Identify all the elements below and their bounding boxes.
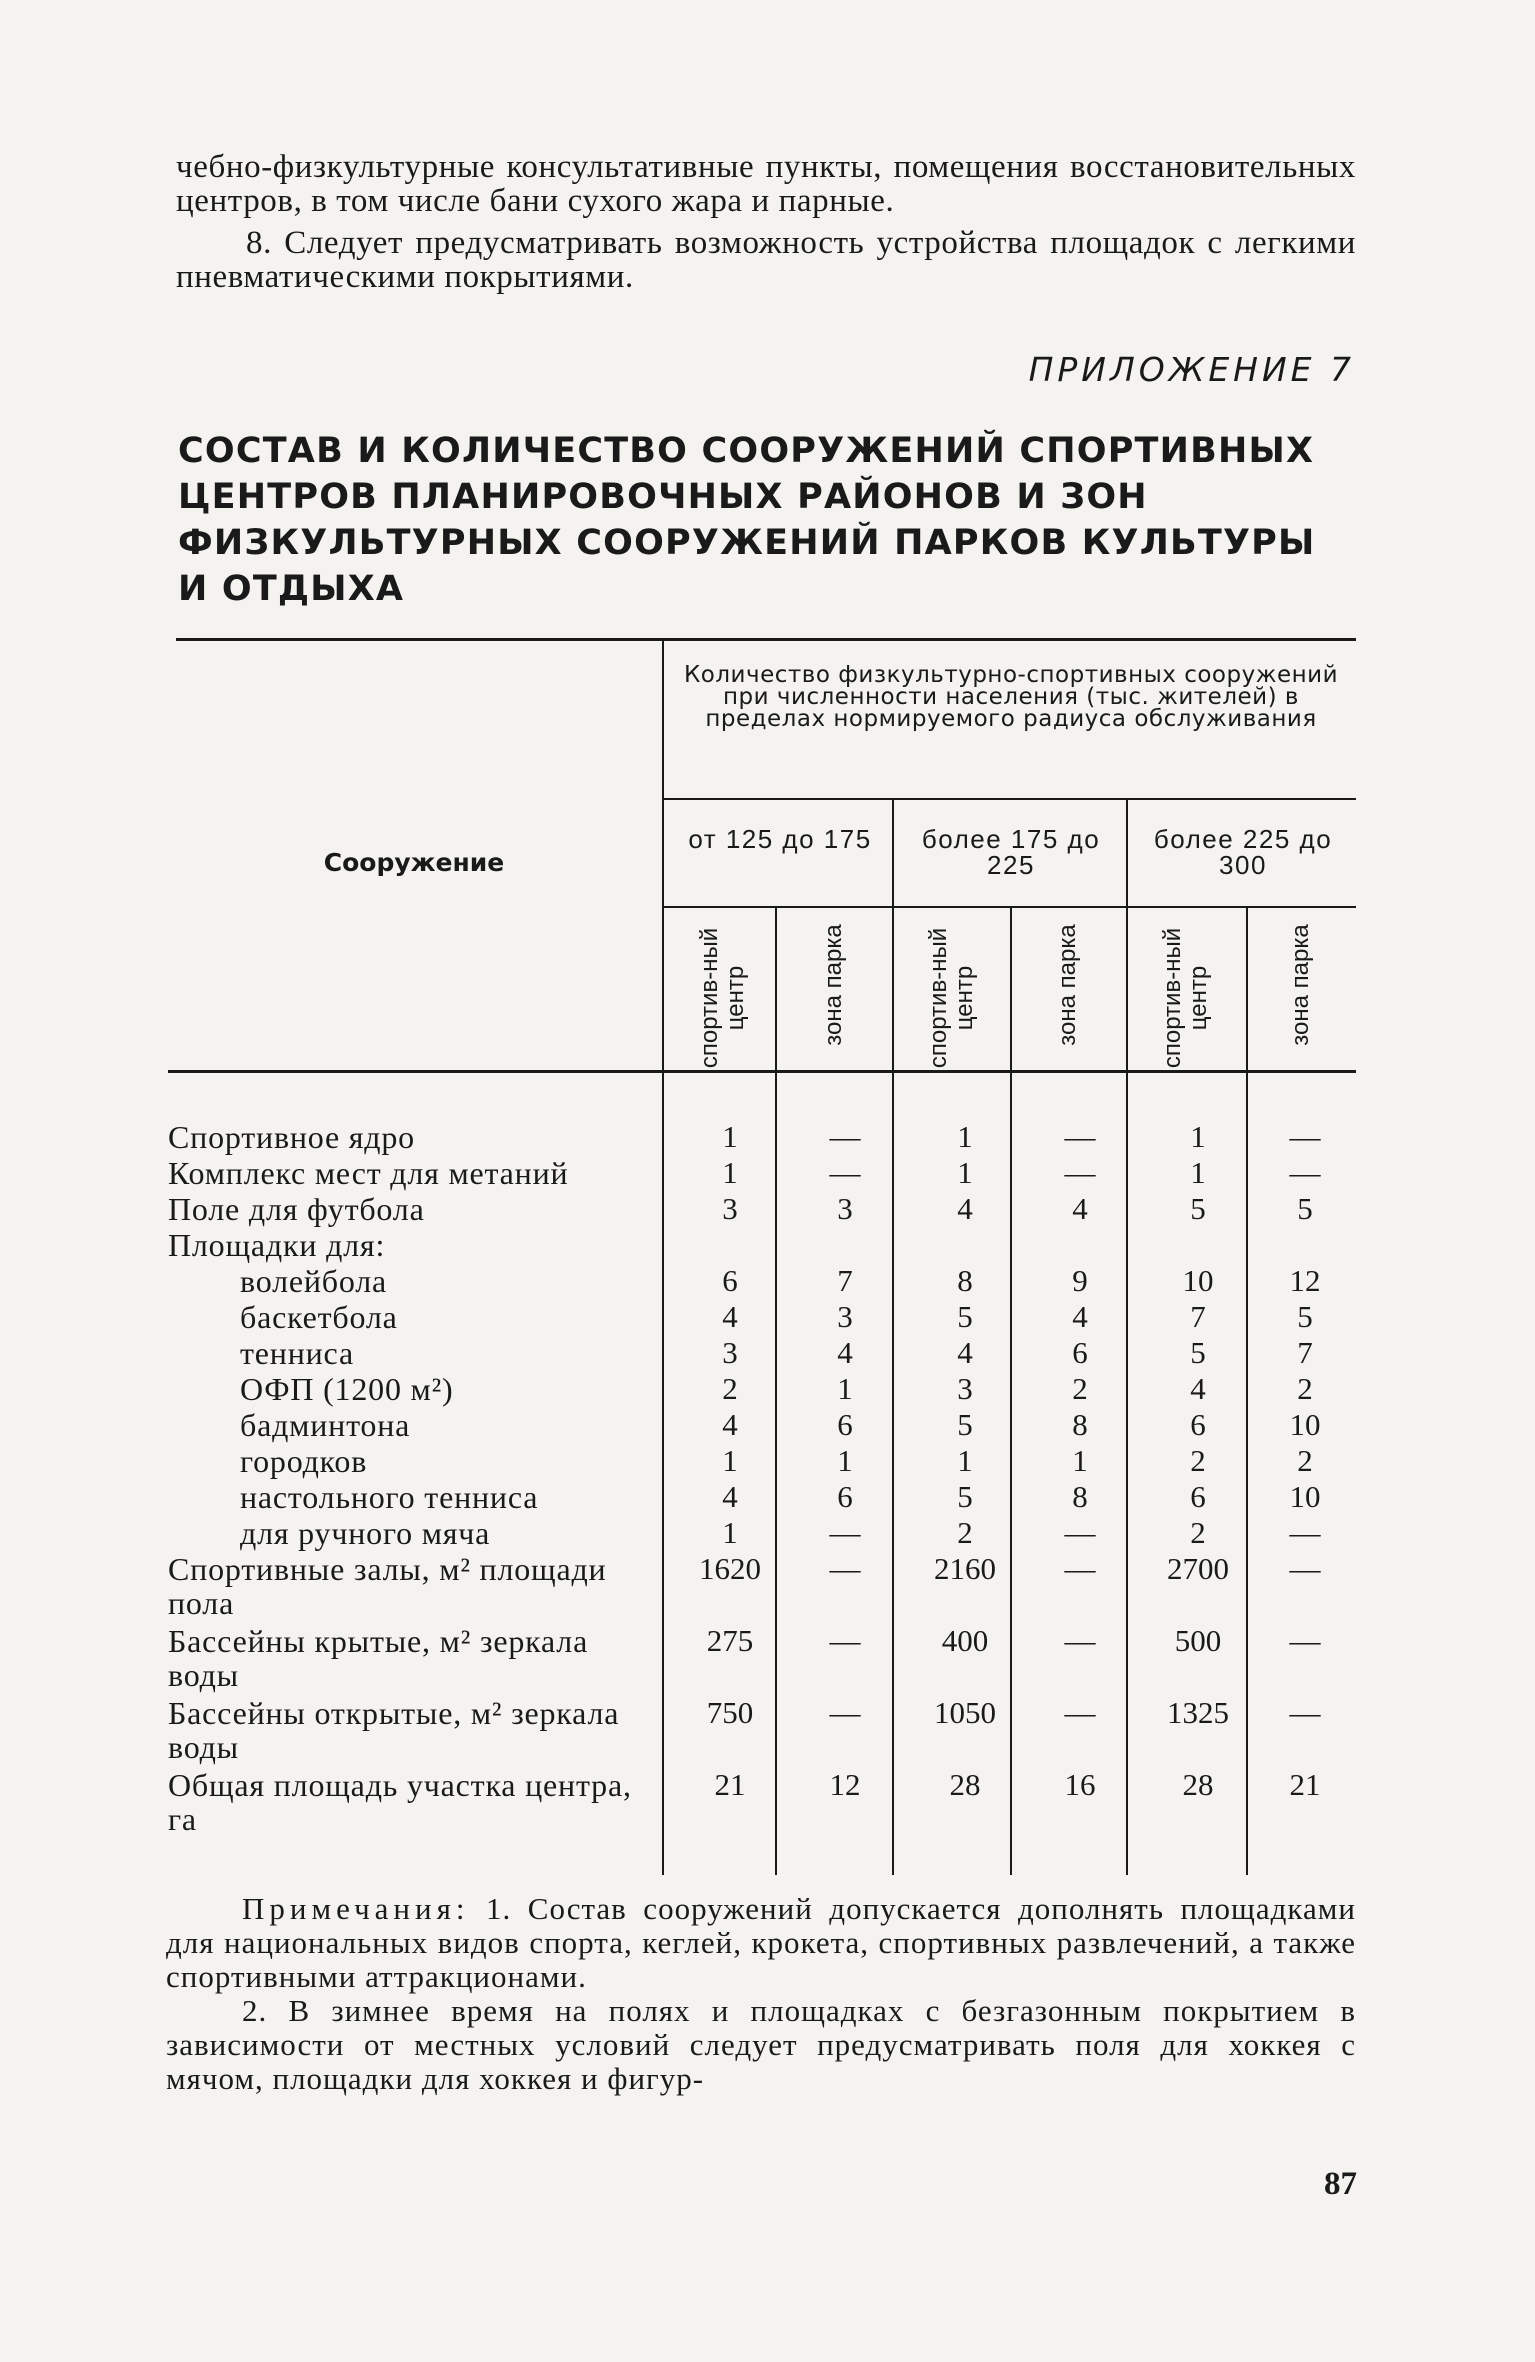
notes bbox=[166, 1892, 1356, 2096]
table-cell: 1620 bbox=[699, 1551, 761, 1586]
table-top-rule bbox=[176, 638, 1356, 641]
range-header-2: более 175 до 225 bbox=[921, 824, 1101, 880]
table-cell: 4 bbox=[1072, 1191, 1088, 1226]
table-cell: 3 bbox=[837, 1191, 853, 1226]
row-label: Комплекс мест для метаний bbox=[168, 1155, 569, 1191]
row-label: тенниса bbox=[240, 1335, 354, 1371]
table-cell: 1 bbox=[722, 1515, 738, 1550]
table-cell: — bbox=[829, 1119, 861, 1154]
table-cell: 1 bbox=[1072, 1443, 1088, 1478]
table-cell: 750 bbox=[706, 1695, 754, 1730]
table-cell: 4 bbox=[957, 1335, 973, 1370]
table-cell: 6 bbox=[1072, 1335, 1088, 1370]
table-cell: 16 bbox=[1064, 1767, 1096, 1802]
row-label: Спортивные залы, м² площади пола bbox=[168, 1551, 607, 1621]
table-cell: 4 bbox=[1190, 1371, 1206, 1406]
row-label: бадминтона bbox=[240, 1407, 411, 1443]
table-cell: 5 bbox=[957, 1407, 973, 1442]
row-label: Общая площадь участка центра, га bbox=[168, 1767, 632, 1837]
range-header-1: от 125 до 175 bbox=[688, 824, 872, 854]
page-number: 87 bbox=[1324, 2166, 1357, 2202]
table-cell: 10 bbox=[1289, 1479, 1321, 1514]
row-label: баскетбола bbox=[240, 1299, 398, 1335]
table-cell: 12 bbox=[1289, 1263, 1321, 1298]
intro-paragraph: чебно-физкультурные консультативные пункты, помещения восстановительных центров, в том числе бани сухого жара и парные. bbox=[176, 149, 1356, 219]
table-cell: — bbox=[1064, 1695, 1096, 1730]
row-label: Поле для футбола bbox=[168, 1191, 425, 1227]
table-cell: 6 bbox=[837, 1479, 853, 1514]
table-cell: — bbox=[1289, 1155, 1321, 1190]
table-cell: 4 bbox=[722, 1407, 738, 1442]
table-cell: — bbox=[829, 1695, 861, 1730]
table-cell: 2700 bbox=[1167, 1551, 1229, 1586]
table-cell: 2 bbox=[722, 1371, 738, 1406]
sub-header-center-1: спортив-ный центр bbox=[696, 927, 749, 1069]
row-label: волейбола bbox=[240, 1263, 387, 1299]
table-cell: 400 bbox=[941, 1623, 989, 1658]
appendix-label: ПРИЛОЖЕНИЕ 7 bbox=[1028, 350, 1355, 389]
table-cell: 1 bbox=[722, 1443, 738, 1478]
table-cell: 5 bbox=[1297, 1299, 1313, 1334]
table-cell: 4 bbox=[957, 1191, 973, 1226]
table-cell: 2 bbox=[1190, 1443, 1206, 1478]
table-cell: — bbox=[1064, 1623, 1096, 1658]
table-cell: 28 bbox=[1182, 1767, 1214, 1802]
table-cell: 1 bbox=[1190, 1155, 1206, 1190]
table-cell: 21 bbox=[1289, 1767, 1321, 1802]
table-cell: 2 bbox=[1297, 1371, 1313, 1406]
table-cell: 28 bbox=[949, 1767, 981, 1802]
table-cell: 1050 bbox=[934, 1695, 996, 1730]
item-8-paragraph bbox=[176, 226, 1356, 294]
table-cell: — bbox=[1289, 1623, 1321, 1658]
table-cell: 4 bbox=[722, 1299, 738, 1334]
table-vline-0 bbox=[662, 640, 664, 1875]
title-line-3: ФИЗКУЛЬТУРНЫХ СООРУЖЕНИЙ ПАРКОВ КУЛЬТУРЫ bbox=[178, 523, 1316, 563]
page-title bbox=[178, 428, 1358, 612]
table-cell: 1 bbox=[957, 1443, 973, 1478]
table-cell: 2 bbox=[1072, 1371, 1088, 1406]
table-cell: 1 bbox=[957, 1155, 973, 1190]
table-cell: 5 bbox=[957, 1299, 973, 1334]
table-cell: 4 bbox=[722, 1479, 738, 1514]
table-cell: 2160 bbox=[934, 1551, 996, 1586]
range-header-3: более 225 до 300 bbox=[1153, 824, 1333, 880]
table-cell: — bbox=[1064, 1119, 1096, 1154]
notes-heading: Примечания: bbox=[242, 1891, 470, 1926]
table-cell: 21 bbox=[714, 1767, 746, 1802]
table-cell: 4 bbox=[837, 1335, 853, 1370]
table-cell: 3 bbox=[837, 1299, 853, 1334]
table-cell: 8 bbox=[957, 1263, 973, 1298]
sub-header-park-3: зона парка bbox=[1287, 924, 1314, 1046]
table-cell: — bbox=[829, 1623, 861, 1658]
col-header-group: Количество физкультурно-спортивных сооружений при численности населения (тыс. жителей) в пределах нормируемого радиуса обслуживания bbox=[683, 662, 1339, 732]
note-1-text: 1. Состав сооружений допускается дополнять площадками для национальных видов спорта, кеглей, крокета, спортивных развлечений, а также спортивными аттракционами. bbox=[166, 1891, 1356, 1994]
table-cell: 2 bbox=[1297, 1443, 1313, 1478]
row-label: Бассейны открытые, м² зеркала воды bbox=[168, 1695, 620, 1765]
table-cell: 5 bbox=[1190, 1335, 1206, 1370]
table-cell: — bbox=[1064, 1551, 1096, 1586]
col-header-facility: Сооружение bbox=[323, 848, 505, 877]
sub-header-park-2: зона парка bbox=[1054, 924, 1081, 1046]
table-cell: — bbox=[1064, 1515, 1096, 1550]
table-cell: 3 bbox=[722, 1191, 738, 1226]
row-label: Спортивное ядро bbox=[168, 1119, 415, 1155]
table-cell: 8 bbox=[1072, 1407, 1088, 1442]
table-cell: 1 bbox=[837, 1443, 853, 1478]
table-cell: 6 bbox=[837, 1407, 853, 1442]
header-group-rule bbox=[664, 798, 1356, 800]
table-cell: 1 bbox=[722, 1119, 738, 1154]
table-cell: 1 bbox=[1190, 1119, 1206, 1154]
table-cell: 6 bbox=[722, 1263, 738, 1298]
table-cell: — bbox=[829, 1551, 861, 1586]
title-line-4: И ОТДЫХА bbox=[178, 569, 405, 609]
sub-header-center-3: спортив-ный центр bbox=[1159, 927, 1212, 1069]
table-cell: 7 bbox=[1190, 1299, 1206, 1334]
title-line-1: СОСТАВ И КОЛИЧЕСТВО СООРУЖЕНИЙ СПОРТИВНЫХ bbox=[178, 431, 1315, 471]
row-label: настольного тенниса bbox=[240, 1479, 539, 1515]
table-cell: 4 bbox=[1072, 1299, 1088, 1334]
table-cell: 10 bbox=[1182, 1263, 1214, 1298]
table-cell: 9 bbox=[1072, 1263, 1088, 1298]
table-cell: 8 bbox=[1072, 1479, 1088, 1514]
note-1 bbox=[166, 1892, 1356, 1994]
table-cell: 500 bbox=[1174, 1623, 1222, 1658]
table-cell: 5 bbox=[1190, 1191, 1206, 1226]
table-cell: — bbox=[1289, 1551, 1321, 1586]
table-cell: 7 bbox=[1297, 1335, 1313, 1370]
sub-header-center-2: спортив-ный центр bbox=[925, 927, 978, 1069]
row-label: ОФП (1200 м²) bbox=[240, 1371, 454, 1407]
table-cell: 2 bbox=[1190, 1515, 1206, 1550]
note-2: 2. В зимнее время на полях и площадках с безгазонным покрытием в зависимости от местных условий следует предусматривать поля для хоккея с мячом, площадки для хоккея и фигур- bbox=[166, 1993, 1356, 2096]
table-cell: 6 bbox=[1190, 1479, 1206, 1514]
table-cell: 275 bbox=[706, 1623, 754, 1658]
table-cell: 7 bbox=[837, 1263, 853, 1298]
table-cell: 2 bbox=[957, 1515, 973, 1550]
table-cell: — bbox=[1289, 1515, 1321, 1550]
table-cell: 3 bbox=[957, 1371, 973, 1406]
table-cell: 1 bbox=[722, 1155, 738, 1190]
sub-header-park-1: зона парка bbox=[820, 924, 847, 1046]
row-label: для ручного мяча bbox=[240, 1515, 491, 1551]
table-cell: 10 bbox=[1289, 1407, 1321, 1442]
row-label: Площадки для: bbox=[168, 1227, 386, 1263]
table-cell: 5 bbox=[957, 1479, 973, 1514]
table-cell: 3 bbox=[722, 1335, 738, 1370]
table-cell: — bbox=[1064, 1155, 1096, 1190]
table-cell: — bbox=[829, 1155, 861, 1190]
table-cell: 1 bbox=[837, 1371, 853, 1406]
table-cell: 12 bbox=[829, 1767, 861, 1802]
table-cell: 5 bbox=[1297, 1191, 1313, 1226]
table-cell: 1 bbox=[957, 1119, 973, 1154]
table-cell: 6 bbox=[1190, 1407, 1206, 1442]
table-cell: — bbox=[1289, 1695, 1321, 1730]
title-line-2: ЦЕНТРОВ ПЛАНИРОВОЧНЫХ РАЙОНОВ И ЗОН bbox=[178, 477, 1148, 517]
item-8-text: 8. Следует предусматривать возможность устройства площадок с легкими пневматическими покрытиями. bbox=[176, 225, 1356, 295]
table-cell: 1325 bbox=[1167, 1695, 1229, 1730]
row-label: Бассейны крытые, м² зеркала воды bbox=[168, 1623, 589, 1693]
row-label: городков bbox=[240, 1443, 368, 1479]
table-cell: — bbox=[829, 1515, 861, 1550]
table-cell: — bbox=[1289, 1119, 1321, 1154]
